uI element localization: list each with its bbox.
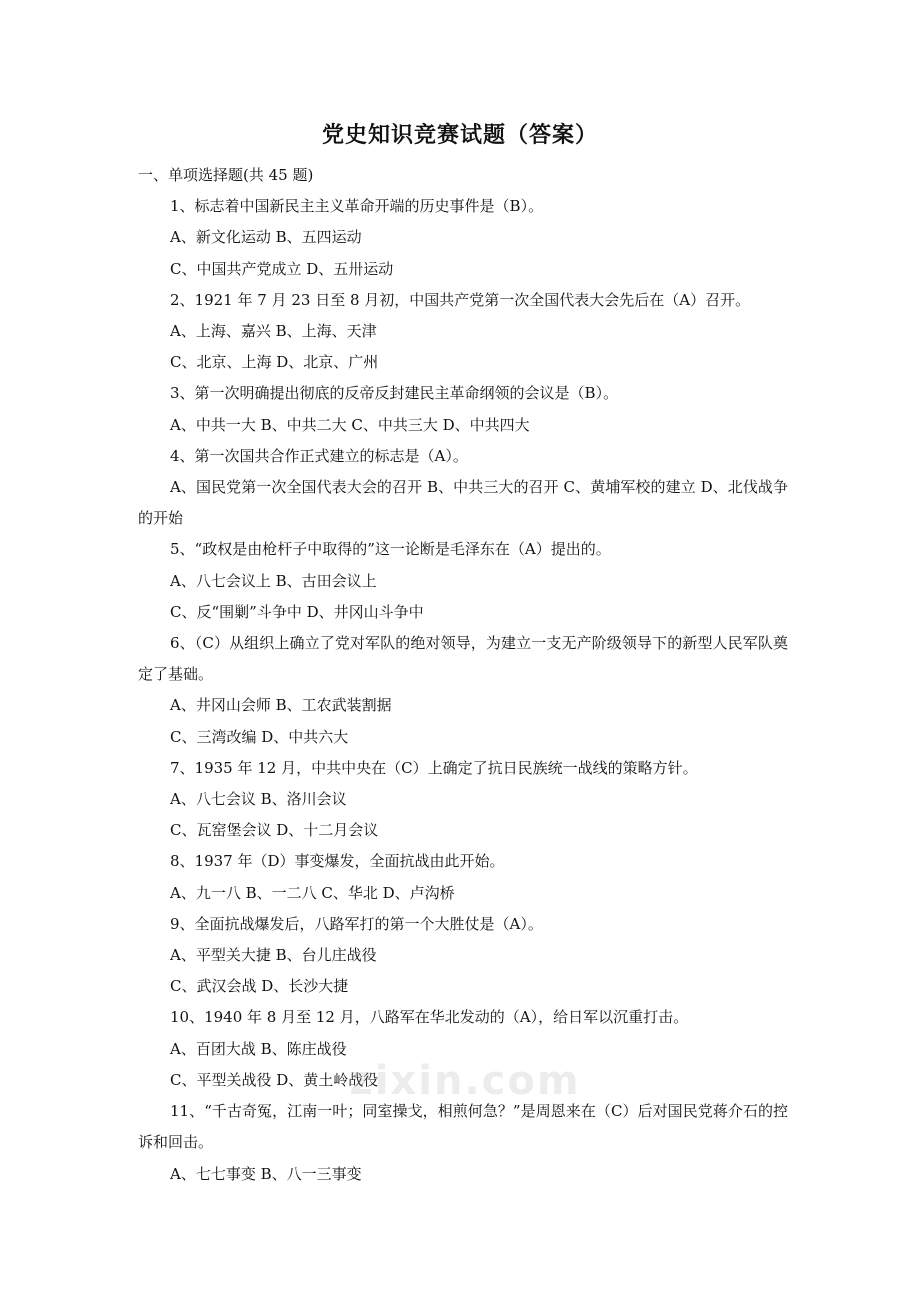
question-5-options-ab: A、八七会议上 B、古田会议上	[170, 571, 377, 590]
question-2: 2、1921 年 7 月 23 日至 8 月初，中国共产党第一次全国代表大会先后在（A）召开。	[170, 290, 751, 309]
question-3: 3、第一次明确提出彻底的反帝反封建民主革命纲领的会议是（B）。	[170, 384, 619, 403]
question-6-options-cd: C、三湾改编 D、中共六大	[170, 727, 349, 746]
question-4-options: A、国民党第一次全国代表大会的召开 B、中共三大的召开 C、黄埔军校的建立 D、北伐战争的开始	[138, 478, 788, 528]
question-4: 4、第一次国共合作正式建立的标志是（A）。	[170, 446, 468, 465]
question-10-options-ab: A、百团大战 B、陈庄战役	[170, 1039, 347, 1058]
question-8: 8、1937 年（D）事变爆发，全面抗战由此开始。	[170, 852, 505, 871]
question-5-options-cd: C、反“围剿”斗争中 D、井冈山斗争中	[170, 602, 424, 621]
question-11: 11、“千古奇冤，江南一叶；同室操戈，相煎何急？”是周恩来在（C）后对国民党蒋介石的控诉和回击。	[138, 1102, 788, 1152]
section-heading: 一、单项选择题(共 45 题)	[138, 166, 314, 184]
question-5: 5、“政权是由枪杆子中取得的”这一论断是毛泽东在（A）提出的。	[170, 540, 611, 559]
site-watermark: zixin.com	[349, 1058, 581, 1104]
question-3-options: A、中共一大 B、中共二大 C、中共三大 D、中共四大	[170, 415, 530, 434]
question-8-options: A、九一八 B、一二八 C、华北 D、卢沟桥	[170, 883, 455, 902]
question-6-options-ab: A、井冈山会师 B、工农武装割据	[170, 696, 392, 715]
question-9-options-cd: C、武汉会战 D、长沙大捷	[170, 977, 349, 996]
document-title: 党史知识竞赛试题（答案）	[321, 123, 598, 148]
question-9-options-ab: A、平型关大捷 B、台儿庄战役	[170, 946, 377, 965]
question-2-options-cd: C、北京、上海 D、北京、广州	[170, 353, 379, 372]
question-1-options-ab: A、新文化运动 B、五四运动	[170, 228, 362, 247]
question-1: 1、标志着中国新民主主义革命开端的历史事件是（B）。	[170, 197, 544, 216]
question-7: 7、1935 年 12 月，中共中央在（C）上确定了抗日民族统一战线的策略方针。	[170, 758, 698, 777]
question-1-options-cd: C、中国共产党成立 D、五卅运动	[170, 259, 394, 278]
question-6: 6、（C）从组织上确立了党对军队的绝对领导，为建立一支无产阶级领导下的新型人民军队奠定了基础。	[138, 634, 788, 684]
question-9: 9、全面抗战爆发后，八路军打的第一个大胜仗是（A）。	[170, 914, 543, 933]
question-7-options-ab: A、八七会议 B、洛川会议	[170, 790, 347, 809]
question-10-options-cd: C、平型关战役 D、黄土岭战役	[170, 1070, 379, 1089]
question-2-options-ab: A、上海、嘉兴 B、上海、天津	[170, 322, 377, 341]
question-10: 10、1940 年 8 月至 12 月，八路军在华北发动的（A），给日军以沉重打击。	[170, 1008, 689, 1027]
question-7-options-cd: C、瓦窑堡会议 D、十二月会议	[170, 821, 379, 840]
document-body	[138, 160, 788, 1190]
question-11-options-ab: A、七七事变 B、八一三事变	[170, 1164, 362, 1183]
